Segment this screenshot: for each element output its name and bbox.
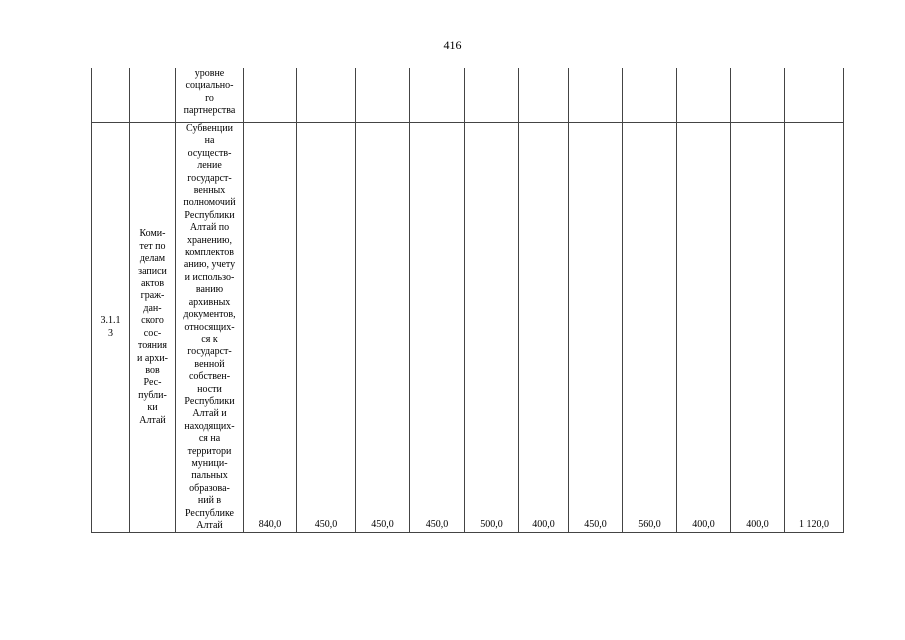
executor-line: Рес- bbox=[143, 377, 162, 389]
code-line: 3 bbox=[108, 327, 113, 339]
name-line: Республике bbox=[184, 507, 234, 519]
name-line: хранению, bbox=[187, 234, 232, 246]
value-cell bbox=[785, 68, 844, 123]
page-number: 416 bbox=[443, 38, 462, 52]
budget-table bbox=[91, 68, 844, 533]
value-cell bbox=[356, 68, 410, 123]
value-cell bbox=[465, 68, 519, 123]
name-line: ности bbox=[197, 383, 222, 395]
name-line: комплектов bbox=[185, 247, 234, 259]
name-line: Республики bbox=[184, 395, 235, 407]
value-cell bbox=[569, 68, 623, 123]
executor-line: тет по bbox=[139, 240, 166, 252]
value-cell bbox=[677, 68, 731, 123]
name-line: уровне bbox=[194, 68, 225, 79]
name-line: Субвенции bbox=[186, 123, 233, 134]
name-line: Алтай bbox=[196, 520, 223, 531]
name-cell bbox=[176, 68, 244, 123]
value-cell: 450,0 bbox=[297, 123, 356, 533]
name-line: относящих- bbox=[184, 321, 235, 333]
name-line: го bbox=[205, 92, 214, 104]
name-cell bbox=[176, 123, 244, 533]
value-cell: 450,0 bbox=[410, 123, 465, 533]
executor-line: тояния bbox=[138, 340, 167, 352]
value-cell: 400,0 bbox=[677, 123, 731, 533]
executor-line: вов bbox=[145, 364, 160, 376]
executor-cell bbox=[130, 123, 176, 533]
name-line: анию, учету bbox=[183, 259, 236, 271]
code-cell bbox=[92, 123, 130, 533]
name-line: ся к bbox=[201, 333, 218, 345]
name-line: собствен- bbox=[188, 371, 231, 383]
value-cell: 560,0 bbox=[623, 123, 677, 533]
value-cell: 500,0 bbox=[465, 123, 519, 533]
executor-line: дан- bbox=[143, 302, 162, 314]
name-line: документов, bbox=[183, 309, 236, 321]
name-line: ся на bbox=[198, 433, 221, 445]
executor-line: и архи- bbox=[137, 352, 168, 364]
executor-line: Коми- bbox=[139, 228, 166, 240]
value-cell: 400,0 bbox=[519, 123, 569, 533]
executor-line: граж- bbox=[140, 290, 165, 302]
executor-line: Алтай bbox=[139, 414, 166, 426]
executor-line: записи bbox=[138, 265, 167, 277]
name-line: ление bbox=[197, 160, 222, 172]
name-line: государст- bbox=[187, 172, 232, 184]
executor-line: публи- bbox=[138, 389, 167, 401]
name-line: территори bbox=[187, 445, 232, 457]
name-line: венных bbox=[193, 185, 226, 197]
value-cell: 400,0 bbox=[731, 123, 785, 533]
value-cell bbox=[519, 68, 569, 123]
name-line: и использо- bbox=[184, 271, 235, 283]
executor-line: актов bbox=[140, 278, 165, 290]
value-cell: 450,0 bbox=[569, 123, 623, 533]
table-row-3-1-13 bbox=[92, 123, 844, 533]
name-line: муници- bbox=[191, 457, 228, 469]
table-row-continued bbox=[92, 68, 844, 123]
name-line: на bbox=[204, 135, 215, 147]
code-cell bbox=[92, 68, 130, 123]
executor-line: ки bbox=[147, 402, 158, 414]
name-line: государст- bbox=[187, 346, 232, 358]
name-line: пальных bbox=[191, 470, 228, 482]
name-line: осуществ- bbox=[187, 147, 232, 159]
name-line: Алтай по bbox=[189, 222, 230, 234]
value-cell bbox=[731, 68, 785, 123]
value-cell: 840,0 bbox=[244, 123, 297, 533]
name-line: находящих- bbox=[184, 420, 235, 432]
value-cell: 450,0 bbox=[356, 123, 410, 533]
name-line: партнерства bbox=[183, 105, 236, 117]
value-cell: 1 120,0 bbox=[785, 123, 844, 533]
name-line: социально- bbox=[185, 80, 234, 92]
name-line: венной bbox=[194, 358, 225, 370]
name-line: Алтай и bbox=[192, 408, 227, 420]
value-cell bbox=[623, 68, 677, 123]
name-line: Республики bbox=[184, 209, 235, 221]
name-line: архивных bbox=[188, 296, 231, 308]
executor-line: делам bbox=[139, 253, 166, 265]
value-cell bbox=[297, 68, 356, 123]
name-line: ванию bbox=[195, 284, 224, 296]
code-line: 3.1.1 bbox=[100, 315, 121, 327]
name-line: образова- bbox=[189, 482, 230, 494]
name-line: ний в bbox=[197, 495, 222, 507]
executor-line: ского bbox=[141, 315, 164, 327]
executor-line: сос- bbox=[143, 327, 162, 339]
executor-cell bbox=[130, 68, 176, 123]
value-cell bbox=[244, 68, 297, 123]
value-cell bbox=[410, 68, 465, 123]
name-line: полномочий bbox=[183, 197, 236, 209]
